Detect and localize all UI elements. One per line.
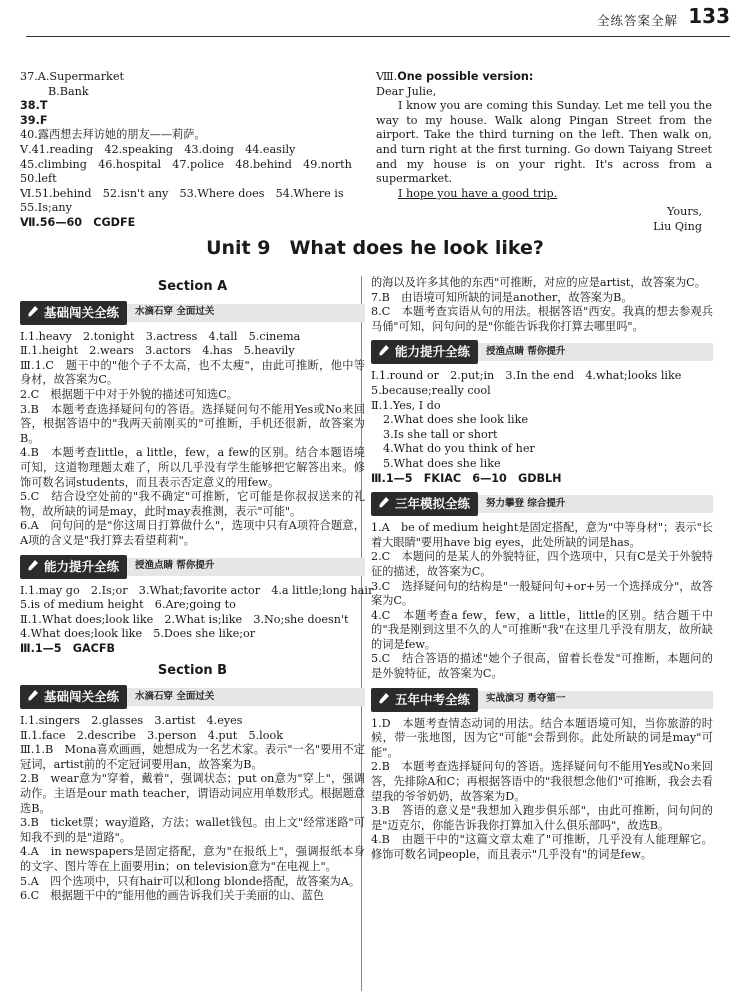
writing-sample <box>376 70 712 235</box>
answer-explanation: 的海以及许多其他的东西"可推断，对应的应是artist，故答案为C。 <box>371 276 706 289</box>
answer-explanation: 4.C 本题考查a few，few，a little，little的区别。结合题干中的"我是刚到这里不久的人"可推断"我"在这里几乎没有朋友，故所缺的词是few。 <box>371 608 713 651</box>
answer-explanation: 4.B 本题考查little，a little，few，a few的区别。结合本题语境可知，这道物理题太难了，所以几乎没有学生能够把它解答出来。修饰可数名词students，而且表示否定意义的用few。 <box>20 446 365 489</box>
answer-line: 55.Is;any <box>20 201 72 215</box>
header-rule <box>26 36 730 37</box>
right-column <box>371 276 713 863</box>
banner-label: 能力提升全练 <box>44 558 120 574</box>
answer-explanation: 6.C 根据题干中的"能用他的画告诉我们关于美丽的山、蓝色 <box>20 889 325 903</box>
answer-explanation: 5.C 结合答语的描述"她个子很高，留着长卷发"可推断，本题问的是外貌特征，故答案为C。 <box>371 652 713 681</box>
answer-explanation: 6.A 问句问的是"你这周日打算做什么"，选项中只有A项符合题意，A项的含义是"我打算去看望莉莉"。 <box>20 519 365 547</box>
answer-explanation: 3.B 答语的意义是"我想加入跑步俱乐部"，由此可推断，问句问的是"迈克尔，你能告诉我你打算加入什么俱乐部吗"，故选B。 <box>371 804 713 832</box>
page-header <box>0 6 750 36</box>
answer-line: 38.T <box>20 99 48 113</box>
banner-label: 基础闯关全练 <box>44 689 120 705</box>
previous-unit-answers <box>20 70 365 231</box>
essay-salutation: Dear Julie, <box>376 84 437 98</box>
answer-explanation: 2.C 根据题干中对于外貌的描述可知选C。 <box>20 387 238 401</box>
answer-explanation: 2.C 本题问的是某人的外貌特征，四个选项中，只有C是关于外貌特征的描述，故答案为C。 <box>371 550 713 578</box>
essay-heading-number: Ⅷ. <box>376 70 398 83</box>
answer-line: Ⅰ.1.may go 2.Is;or 3.What;favorite actor 4.a little;long hair <box>20 583 374 597</box>
banner-basic <box>20 301 365 325</box>
banner-sub: 实战演习 勇夺第一 <box>486 693 566 705</box>
answer-line: 37.A.Supermarket <box>20 70 124 83</box>
answer-line: 2.What does she look like <box>383 413 528 427</box>
banner-ability <box>20 555 365 579</box>
banner-label: 五年中考全练 <box>395 691 471 707</box>
answer-line: Ⅰ.1.heavy 2.tonight 3.actress 4.tall 5.cinema <box>20 329 301 343</box>
answer-explanation: 4.A in newspapers是固定搭配，意为"在报纸上"，强调报纸本身的文字、图片等在上面要用in；on television意为"在电视上"。 <box>20 845 365 873</box>
banner-label: 三年模拟全练 <box>395 496 471 512</box>
answer-line: Ⅱ.1.height 2.wears 3.actors 4.has 5.heavily <box>20 344 295 358</box>
answer-explanation: 2.B wear意为"穿着，戴着"，强调状态；put on意为"穿上"，强调动作。主语是our math teacher，谓语动词应用单数形式。根据题意选B。 <box>20 772 365 815</box>
pencil-icon <box>376 344 390 359</box>
essay-closing: I hope you have a good trip. <box>398 186 558 200</box>
answer-line: Ⅱ.1.What does;look like 2.What is;like 3.No;she doesn't <box>20 612 349 626</box>
answer-line: 3.Is she tall or short <box>383 427 498 441</box>
answer-line: 5.is of medium height 6.Are;going to <box>20 598 236 612</box>
essay-paragraph: I know you are coming this Sunday. Let me tell you the way to my house. Walk along Pingan Street from the airport. Take the third turning on the left. Then walk on, and turn right at the first turning. Go down Taiyang Street and my house is on your right. It's across from a supermarket. <box>376 99 712 186</box>
answer-line: Ⅰ.1.singers 2.glasses 3.artist 4.eyes <box>20 714 243 728</box>
answer-explanation: Ⅲ.1.C 题干中的"他个子不太高，也不太瘦"，由此可推断，他中等身材，故答案为C。 <box>20 358 365 387</box>
answer-line: Ⅶ.56—60 CGDFE <box>20 215 136 229</box>
section-b-title: Section B <box>157 663 228 679</box>
answer-explanation: 2.B 本题考查选择疑问句的答语。选择疑问句不能用Yes或No来回答，先排除A和C；再根据答语中的"我很想念他们"可推断，我会去看望我的爷爷奶奶，故答案为D。 <box>371 760 713 803</box>
answer-line: 4.What does;look like 5.Does she like;or <box>20 627 256 641</box>
answer-line: 45.climbing 46.hospital 47.police 48.behind 49.north <box>20 157 352 171</box>
banner-mock <box>371 492 713 516</box>
left-column <box>20 276 374 904</box>
answer-line: 5.What does she like <box>383 456 501 470</box>
essay-heading: One possible version: <box>397 70 534 83</box>
banner-sub: 努力攀登 综合提升 <box>486 497 566 509</box>
answer-line: 5.because;really cool <box>371 383 491 397</box>
book-title: 全练答案全解 <box>596 13 678 28</box>
banner-sub: 授渔点睛 帮你提升 <box>486 346 566 358</box>
answer-explanation: 3.C 选择疑问句的结构是"一般疑问句+or+另一个选择成分"，故答案为C。 <box>371 579 713 608</box>
banner-sub: 水滴石穿 全面过关 <box>135 306 215 318</box>
answer-line: Ⅰ.1.round or 2.put;in 3.In the end 4.what;looks like <box>371 369 682 383</box>
answer-line: Ⅱ.1.Yes, I do <box>371 398 441 412</box>
banner-label: 基础闯关全练 <box>44 304 120 320</box>
banner-sub: 水滴石穿 全面过关 <box>135 690 215 702</box>
section-a-title: Section A <box>157 279 228 294</box>
essay-signature: Liu Qing <box>653 219 702 233</box>
answer-line: Ⅲ.1—5 GACFB <box>20 641 115 655</box>
answer-line: Ⅴ.41.reading 42.speaking 43.doing 44.easily <box>20 142 296 156</box>
answer-explanation: 3.B 本题考查选择疑问句的答语。选择疑问句不能用Yes或No来回答，根据答语中的"我两天前刚买的"可推断，手机还很新，故答案为B。 <box>20 402 365 445</box>
answer-explanation: 4.B 由题干中的"这篇文章太难了"可推断，几乎没有人能理解它。修饰可数名词people，而且表示"几乎没有"的词是few。 <box>371 833 713 861</box>
answer-explanation: 3.B ticket票；way道路，方法；wallet钱包。由上文"经常迷路"可知我不到的是"道路"。 <box>20 816 365 844</box>
answer-line: Ⅲ.1—5 FKIAC 6—10 GDBLH <box>371 471 562 485</box>
pencil-icon <box>376 692 390 707</box>
unit-title: Unit 9 What does he look like? <box>206 237 544 259</box>
banner-label: 能力提升全练 <box>395 344 471 360</box>
answer-line: 39.F <box>20 113 48 127</box>
answer-line: Ⅱ.1.face 2.describe 3.person 4.put 5.look <box>20 728 283 742</box>
answer-explanation: 1.D 本题考查情态动词的用法。结合本题语境可知，当你旅游的时候，带一张地图，因为它"可能"会帮到你。此处所缺的词是may"可能"。 <box>371 716 713 759</box>
banner-sub: 授渔点睛 帮你提升 <box>135 560 215 572</box>
pencil-icon <box>25 305 39 320</box>
banner-basic <box>20 685 365 709</box>
banner-exam <box>371 688 713 712</box>
pencil-icon <box>25 689 39 704</box>
answer-line: B.Bank <box>48 84 89 98</box>
page-number: 133 <box>688 4 730 28</box>
answer-explanation: 1.A be of medium height是固定搭配，意为"中等身材"；表示"长着大眼睛"要用have big eyes，此处所缺的词是has。 <box>371 521 713 549</box>
pencil-icon <box>376 496 390 511</box>
answer-explanation: Ⅲ.1.B Mona喜欢画画，她想成为一名艺术家。表示"一名"要用不定冠词，artist前的不定冠词要用an，故答案为B。 <box>20 743 365 771</box>
answer-explanation: 5.C 结合设空处前的"我不确定"可推断，它可能是你叔叔送来的礼物，故所缺的词是may，此时may表推测，表示"可能"。 <box>20 490 365 518</box>
answer-explanation: 7.B 由语境可知所缺的词是another，故答案为B。 <box>371 290 633 304</box>
answer-line: 50.left <box>20 172 57 186</box>
answer-explanation: 8.C 本题考查宾语从句的用法。根据答语"西安。我真的想去参观兵马俑"可知，问句问的是"你能告诉我你打算去哪里吗"。 <box>371 305 713 333</box>
answer-line: Ⅵ.51.behind 52.isn't any 53.Where does 54.Where is <box>20 186 344 200</box>
answer-line: 40.露西想去拜访她的朋友——莉萨。 <box>20 128 206 142</box>
banner-ability <box>371 340 713 364</box>
essay-signoff: Yours, <box>667 205 702 219</box>
answer-explanation: 5.A 四个选项中，只有hair可以和long blonde搭配，故答案为A。 <box>20 874 361 888</box>
answer-line: 4.What do you think of her <box>383 442 535 456</box>
pencil-icon <box>25 559 39 574</box>
